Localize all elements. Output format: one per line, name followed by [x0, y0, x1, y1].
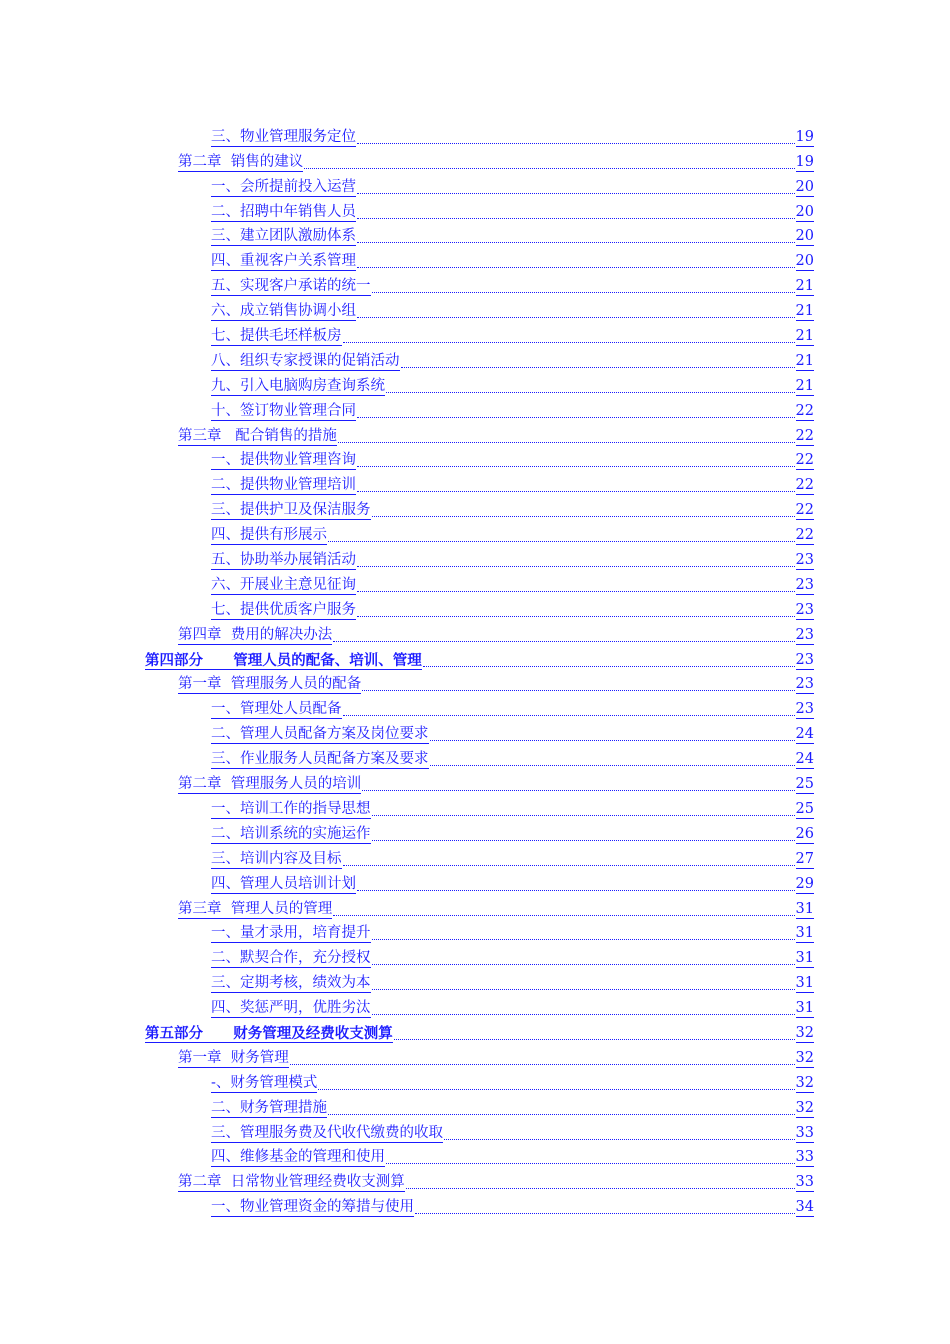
toc-section-link[interactable] [211, 572, 814, 597]
toc-chapter-link[interactable] [178, 672, 814, 697]
toc-entry-title: 第三章 管理人员的管理 [178, 900, 333, 917]
toc-page-number: 24 [795, 751, 814, 768]
toc-page-number: 21 [795, 328, 814, 345]
dot-leader [290, 1063, 795, 1065]
toc-section-link[interactable] [211, 398, 814, 423]
toc-entry-title: 五、实现客户承诺的统一 [211, 278, 371, 295]
dot-leader [406, 1187, 795, 1189]
dot-leader [386, 391, 795, 393]
toc-entry-title: 二、提供物业管理培训 [211, 477, 356, 494]
dot-leader [318, 1088, 794, 1090]
toc-section-link[interactable] [211, 721, 814, 746]
toc-chapter-link[interactable] [178, 771, 814, 796]
toc-section-link[interactable] [211, 1145, 814, 1170]
toc-section-link[interactable] [211, 323, 814, 348]
toc-page-number: 22 [795, 452, 814, 469]
toc-entry-title: 一、培训工作的指导思想 [211, 800, 371, 817]
toc-entry-title: 三、定期考核，绩效为本 [211, 975, 371, 992]
toc-entry-title: 第二章 销售的建议 [178, 153, 304, 170]
toc-page-number: 23 [795, 601, 814, 618]
toc-page-number: 21 [795, 278, 814, 295]
toc-entry-title: 第二章 管理服务人员的培训 [178, 776, 362, 793]
dot-leader [357, 241, 795, 243]
toc-section-link[interactable] [211, 846, 814, 871]
toc-page-number: 20 [795, 228, 814, 245]
dot-leader [357, 590, 795, 592]
toc-part-link[interactable] [145, 1020, 814, 1045]
toc-page-number: 32 [795, 1074, 814, 1091]
toc-entry-title: 一、会所提前投入运营 [211, 178, 356, 195]
dot-leader [357, 565, 795, 567]
toc-page-number: 26 [795, 825, 814, 842]
toc-page-number: 32 [795, 1024, 814, 1041]
toc-page-number: 23 [795, 626, 814, 643]
dot-leader [328, 540, 795, 542]
toc-chapter-link[interactable] [178, 1169, 814, 1194]
dot-leader [333, 640, 794, 642]
toc-entry-title: 一、提供物业管理咨询 [211, 452, 356, 469]
toc-section-link[interactable] [211, 1120, 814, 1145]
toc-section-link[interactable] [211, 448, 814, 473]
toc-page-number: 21 [795, 352, 814, 369]
toc-chapter-link[interactable] [178, 622, 814, 647]
toc-entry-title: 七、提供毛坯样板房 [211, 328, 342, 345]
toc-chapter-link[interactable] [178, 149, 814, 174]
toc-page-number: 33 [795, 1174, 814, 1191]
toc-page-number: 29 [795, 875, 814, 892]
toc-page-number: 24 [795, 726, 814, 743]
dot-leader [372, 938, 795, 940]
dot-leader [333, 914, 794, 916]
toc-entry-title: 十、签订物业管理合同 [211, 402, 356, 419]
toc-entry-title: 四、管理人员培训计划 [211, 875, 356, 892]
dot-leader [357, 192, 795, 194]
toc-section-link[interactable] [211, 373, 814, 398]
dot-leader [357, 889, 795, 891]
toc-entry-title: 第一章 管理服务人员的配备 [178, 676, 362, 693]
table-of-contents [0, 124, 950, 1219]
toc-page-number: 20 [795, 178, 814, 195]
dot-leader [343, 714, 795, 716]
dot-leader [343, 341, 795, 343]
toc-section-link[interactable] [211, 821, 814, 846]
toc-entry-title: 一、管理处人员配备 [211, 701, 342, 718]
toc-entry-title: 四、重视客户关系管理 [211, 253, 356, 270]
toc-chapter-link[interactable] [178, 423, 814, 448]
toc-page-number: 21 [795, 377, 814, 394]
toc-entry-title: 第五部分 财务管理及经费收支测算 [145, 1024, 393, 1042]
toc-entry-title: 一、量才录用，培育提升 [211, 925, 371, 942]
toc-entry-title: 四、奖惩严明，优胜劣汰 [211, 1000, 371, 1017]
dot-leader [372, 291, 795, 293]
dot-leader [304, 167, 794, 169]
toc-section-link[interactable] [211, 796, 814, 821]
toc-page-number: 23 [795, 576, 814, 593]
toc-section-link[interactable] [211, 522, 814, 547]
dot-leader [372, 515, 795, 517]
toc-page-number: 31 [795, 975, 814, 992]
toc-entry-title: 三、培训内容及目标 [211, 850, 342, 867]
toc-entry-title: 三、提供护卫及保洁服务 [211, 502, 371, 519]
toc-page-number: 31 [795, 1000, 814, 1017]
toc-part-link[interactable] [145, 647, 814, 672]
toc-section-link[interactable] [211, 124, 814, 149]
toc-page-number: 22 [795, 527, 814, 544]
toc-section-link[interactable] [211, 1095, 814, 1120]
dot-leader [372, 988, 795, 990]
toc-entry-title: -、财务管理模式 [211, 1074, 318, 1091]
toc-section-link[interactable] [211, 174, 814, 199]
dot-leader [430, 739, 795, 741]
dot-leader [372, 963, 795, 965]
dot-leader [386, 1162, 795, 1164]
toc-entry-title: 三、作业服务人员配备方案及要求 [211, 751, 429, 768]
dot-leader [357, 217, 795, 219]
toc-entry-title: 第二章 日常物业管理经费收支测算 [178, 1174, 405, 1191]
toc-entry-title: 七、提供优质客户服务 [211, 601, 356, 618]
toc-section-link[interactable] [211, 696, 814, 721]
toc-entry-title: 八、组织专家授课的促销活动 [211, 352, 400, 369]
toc-entry-title: 九、引入电脑购房查询系统 [211, 377, 385, 394]
toc-page-number: 19 [795, 128, 814, 145]
toc-section-link[interactable] [211, 921, 814, 946]
toc-section-link[interactable] [211, 248, 814, 273]
toc-section-link[interactable] [211, 1070, 814, 1095]
toc-page-number: 22 [795, 477, 814, 494]
dot-leader [415, 1212, 795, 1214]
toc-page-number: 22 [795, 502, 814, 519]
toc-entry-title: 六、成立销售协调小组 [211, 303, 356, 320]
toc-page-number: 31 [795, 900, 814, 917]
dot-leader [444, 1138, 795, 1140]
toc-page-number: 31 [795, 950, 814, 967]
dot-leader [372, 1013, 795, 1015]
toc-page-number: 33 [795, 1149, 814, 1166]
toc-entry-title: 二、招聘中年销售人员 [211, 203, 356, 220]
dot-leader [430, 764, 795, 766]
toc-page-number: 20 [795, 203, 814, 220]
toc-section-link[interactable] [211, 995, 814, 1020]
dot-leader [357, 142, 795, 144]
dot-leader [401, 366, 795, 368]
toc-section-link[interactable] [211, 348, 814, 373]
toc-entry-title: 四、提供有形展示 [211, 527, 327, 544]
toc-page-number: 20 [795, 253, 814, 270]
toc-section-link[interactable] [211, 224, 814, 249]
toc-entry-title: 第四部分 管理人员的配备、培训、管理 [145, 651, 422, 669]
toc-entry-title: 二、默契合作，充分授权 [211, 950, 371, 967]
dot-leader [372, 839, 795, 841]
toc-page-number: 31 [795, 925, 814, 942]
toc-page-number: 25 [795, 776, 814, 793]
toc-page-number: 27 [795, 850, 814, 867]
dot-leader [338, 441, 795, 443]
toc-section-link[interactable] [211, 273, 814, 298]
dot-leader [423, 665, 795, 667]
toc-page-number: 25 [795, 800, 814, 817]
toc-entry-title: 五、协助举办展销活动 [211, 552, 356, 569]
toc-section-link[interactable] [211, 1194, 814, 1219]
toc-page-number: 23 [795, 552, 814, 569]
dot-leader [357, 266, 795, 268]
toc-page-number: 23 [795, 701, 814, 718]
toc-section-link[interactable] [211, 472, 814, 497]
toc-chapter-link[interactable] [178, 1045, 814, 1070]
toc-section-link[interactable] [211, 970, 814, 995]
dot-leader [394, 1038, 795, 1040]
dot-leader [372, 814, 795, 816]
toc-section-link[interactable] [211, 199, 814, 224]
toc-section-link[interactable] [211, 746, 814, 771]
toc-entry-title: 三、建立团队激励体系 [211, 228, 356, 245]
toc-entry-title: 六、开展业主意见征询 [211, 576, 356, 593]
toc-page-number: 21 [795, 303, 814, 320]
toc-page-number: 32 [795, 1049, 814, 1066]
dot-leader [343, 864, 795, 866]
toc-entry-title: 三、物业管理服务定位 [211, 128, 356, 145]
toc-chapter-link[interactable] [178, 896, 814, 921]
dot-leader [362, 689, 794, 691]
toc-entry-title: 第三章 配合销售的措施 [178, 427, 337, 444]
toc-entry-title: 二、财务管理措施 [211, 1099, 327, 1116]
dot-leader [357, 615, 795, 617]
toc-section-link[interactable] [211, 547, 814, 572]
toc-page-number: 23 [795, 651, 814, 668]
dot-leader [328, 1113, 795, 1115]
dot-leader [357, 416, 795, 418]
dot-leader [362, 789, 794, 791]
toc-section-link[interactable] [211, 298, 814, 323]
toc-page-number: 34 [795, 1199, 814, 1216]
toc-entry-title: 二、管理人员配备方案及岗位要求 [211, 726, 429, 743]
toc-page-number: 33 [795, 1124, 814, 1141]
toc-entry-title: 四、维修基金的管理和使用 [211, 1149, 385, 1166]
toc-entry-title: 第一章 财务管理 [178, 1049, 289, 1066]
toc-page-number: 23 [795, 676, 814, 693]
toc-entry-title: 三、管理服务费及代收代缴费的收取 [211, 1124, 443, 1141]
toc-entry-title: 一、物业管理资金的筹措与使用 [211, 1199, 414, 1216]
toc-entry-title: 二、培训系统的实施运作 [211, 825, 371, 842]
toc-section-link[interactable] [211, 597, 814, 622]
toc-section-link[interactable] [211, 945, 814, 970]
toc-section-link[interactable] [211, 871, 814, 896]
toc-page-number: 22 [795, 427, 814, 444]
toc-page-number: 32 [795, 1099, 814, 1116]
dot-leader [357, 465, 795, 467]
toc-page-number: 22 [795, 402, 814, 419]
toc-page-number: 19 [795, 153, 814, 170]
dot-leader [357, 490, 795, 492]
dot-leader [357, 316, 795, 318]
toc-section-link[interactable] [211, 497, 814, 522]
toc-entry-title: 第四章 费用的解决办法 [178, 626, 333, 643]
